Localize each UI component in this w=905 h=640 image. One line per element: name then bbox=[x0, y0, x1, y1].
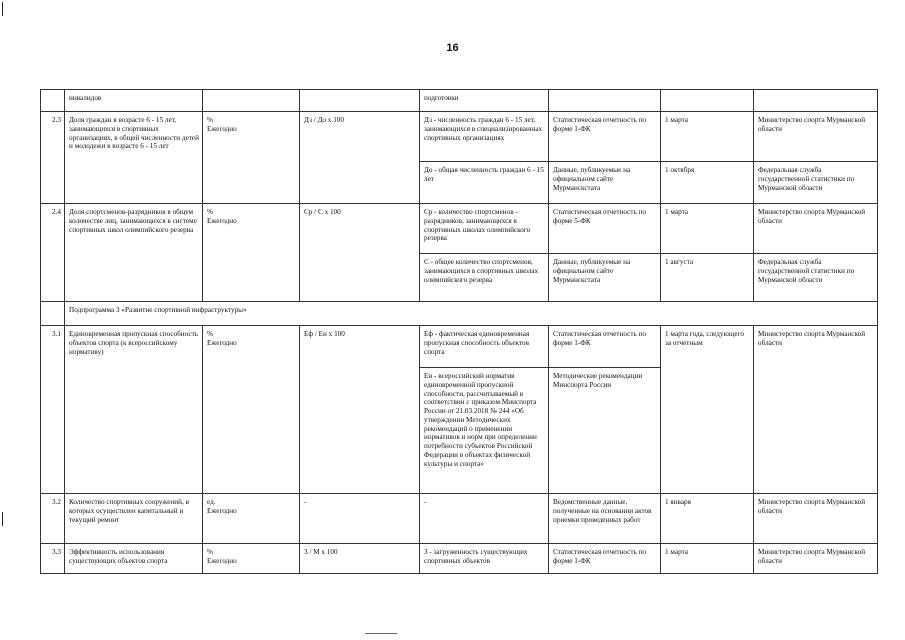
cell-responsible: Министерство спорта Мурманской области bbox=[754, 326, 878, 494]
cell-number: 3.3 bbox=[41, 544, 65, 574]
cell-formula: - bbox=[300, 494, 420, 544]
cell-name: Эффективность использования существующих объектов спорта bbox=[65, 544, 203, 574]
cell-source: Статистическая отчетность по форме 1-ФК bbox=[549, 544, 661, 574]
cell-date: 1 марта bbox=[661, 112, 754, 162]
page-number: 16 bbox=[446, 42, 459, 54]
table-row-continuation bbox=[41, 90, 878, 112]
cell-number: 3.2 bbox=[41, 494, 65, 544]
cell-responsible: Федеральная служба государственной статистики по Мурманской области bbox=[754, 162, 878, 204]
cell-unit: % Ежегодно bbox=[203, 204, 300, 302]
cell-variable: С - общее количество спортсменов, занимающихся в спортивных школах олимпийского резерва bbox=[420, 254, 549, 302]
cell-source: Статистическая отчетность по форме 5-ФК bbox=[549, 204, 661, 254]
cell-variable: Ср - количество спортсменов - разрядников, занимающихся в спортивных школах олимпийского резерва bbox=[420, 204, 549, 254]
cell-number: 3.1 bbox=[41, 326, 65, 494]
cell-number: 2.3 bbox=[41, 112, 65, 204]
cell-name: Доля спортсменов-разрядников в общем количестве лиц, занимающихся в системе спортивных школ олимпийского резерва bbox=[65, 204, 203, 302]
cell-name: Количество спортивных сооружений, в которых осуществлен капитальный и текущий ремонт bbox=[65, 494, 203, 544]
cell-number: 2.4 bbox=[41, 204, 65, 302]
cell-source: Ведомственные данные, полученные на основании актов приемки проведенных работ bbox=[549, 494, 661, 544]
cell-variable: Еф - фактическая единовременная пропускная способность объектов спорта bbox=[420, 326, 549, 368]
cell-formula: Дз / До х 100 bbox=[300, 112, 420, 204]
cell-date: 1 января bbox=[661, 494, 754, 544]
cell-source: Статистическая отчетность по форме 1-ФК bbox=[549, 326, 661, 368]
cell-unit: % Ежегодно bbox=[203, 326, 300, 494]
cell-formula: Еф / Ен х 100 bbox=[300, 326, 420, 494]
table-row-2-4 bbox=[41, 204, 878, 254]
cell-unit: % Ежегодно bbox=[203, 112, 300, 204]
cell-name: инвалидов bbox=[65, 90, 203, 112]
cell-responsible: Министерство спорта Мурманской области bbox=[754, 204, 878, 254]
scan-artifact-left bbox=[2, 512, 3, 526]
cell-source: Статистическая отчетность по форме 1-ФК bbox=[549, 112, 661, 162]
footer-divider bbox=[365, 633, 397, 634]
cell-date: 1 марта года, следующего за отчетным bbox=[661, 326, 754, 494]
indicators-table bbox=[40, 89, 878, 574]
cell-variable: З - загруженность существующих спортивных объектов bbox=[420, 544, 549, 574]
cell-responsible: Министерство спорта Мурманской области bbox=[754, 112, 878, 162]
table-row-subprogram bbox=[41, 302, 878, 326]
cell-variable: Ен - всероссийский норматив единовременной пропускной способности, рассчитываемый в соответствии с приказом Минспорта России от 21.03.2018 № 244 «Об утверждении Методических рекомендаций о применении нормативов и норм при определении потребности субъектов Российской Федерации в объектах физической культуры и спорта» bbox=[420, 368, 549, 494]
cell-name: Единовременная пропускная способность объектов спорта (к всероссийскому нормативу) bbox=[65, 326, 203, 494]
table-row-3-2 bbox=[41, 494, 878, 544]
cell-responsible: Министерство спорта Мурманской области bbox=[754, 494, 878, 544]
cell-variable: До - общая численность граждан 6 - 15 лет bbox=[420, 162, 549, 204]
subprogram-title: Подпрограмма 3 «Развитие спортивной инфраструктуры» bbox=[65, 302, 878, 326]
cell-unit: % Ежегодно bbox=[203, 544, 300, 574]
cell-source: Методические рекомендации Минспорта России bbox=[549, 368, 661, 494]
cell-source: Данные, публикуемые на официальном сайте Мурманскстата bbox=[549, 162, 661, 204]
table-row-3-3 bbox=[41, 544, 878, 574]
table-row-3-1 bbox=[41, 326, 878, 368]
cell-responsible: Федеральная служба государственной статистики по Мурманской области bbox=[754, 254, 878, 302]
table-row-2-3 bbox=[41, 112, 878, 162]
cell-formula: З / М х 100 bbox=[300, 544, 420, 574]
cell-variable: Дз - численность граждан 6 - 15 лет, занимающихся в специализированных спортивных организациях bbox=[420, 112, 549, 162]
cell-variable: - bbox=[420, 494, 549, 544]
scan-artifact-top-left bbox=[2, 2, 3, 16]
cell-date: 1 августа bbox=[661, 254, 754, 302]
cell-formula: Ср / С х 100 bbox=[300, 204, 420, 302]
cell-name: Доля граждан в возрасте 6 - 15 лет, занимающихся в спортивных организациях, в общей численности детей и молодежи в возрасте 6 - 15 лет bbox=[65, 112, 203, 204]
cell-responsible: Министерство спорта Мурманской области bbox=[754, 544, 878, 574]
cell-variable: подготовки bbox=[420, 90, 549, 112]
cell-unit: ед. Ежегодно bbox=[203, 494, 300, 544]
cell-date: 1 марта bbox=[661, 204, 754, 254]
cell-date: 1 марта bbox=[661, 544, 754, 574]
cell-source: Данные, публикуемые на официальном сайте Мурманскстата bbox=[549, 254, 661, 302]
cell-date: 1 октября bbox=[661, 162, 754, 204]
